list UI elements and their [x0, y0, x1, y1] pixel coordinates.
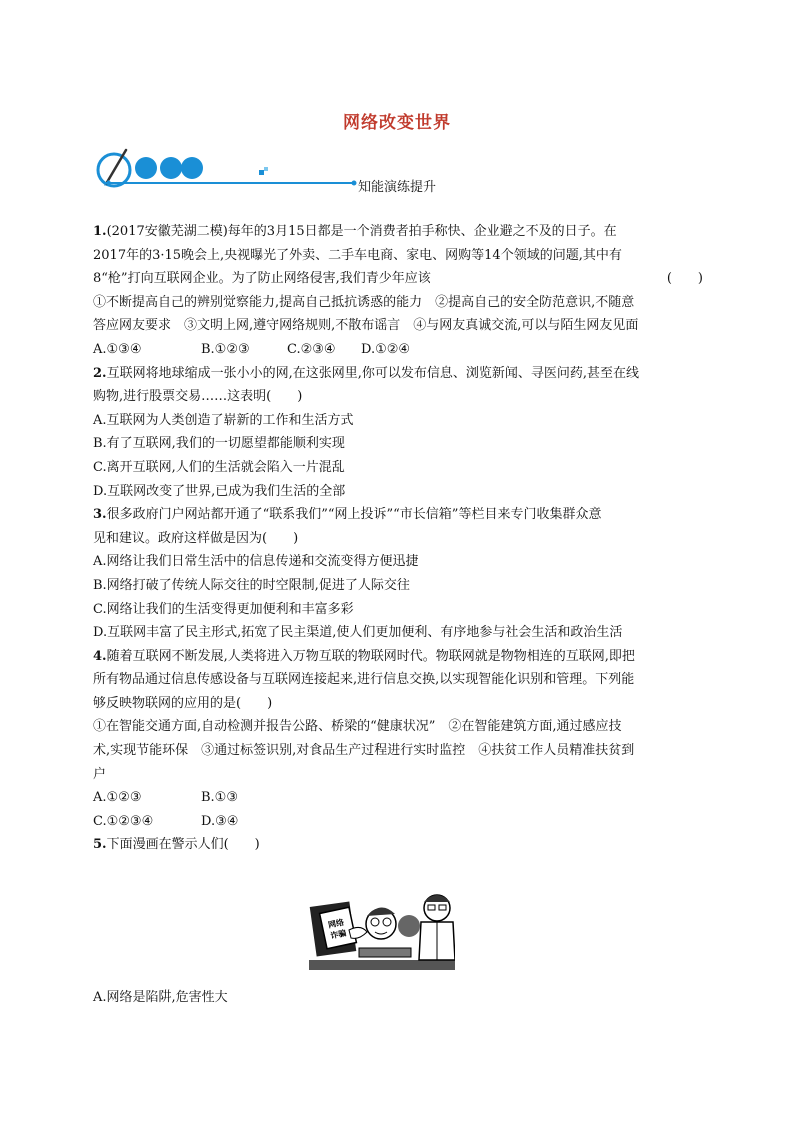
option-b: B.网络打破了传统人际交往的时空限制,促进了人际交往	[93, 577, 410, 593]
question-4	[93, 645, 703, 834]
option-d: D.①②④	[361, 341, 411, 357]
question-number: 3.	[93, 507, 107, 523]
statement-line: ①不断提高自己的辨别觉察能力,提高自己抵抗诱惑的能力 ②提高自己的安全防范意识,不随意	[93, 294, 635, 310]
answer-blank: ( )	[666, 271, 703, 287]
option-d: D.互联网丰富了民主形式,拓宽了民主渠道,使人们更加便利、有序地参与社会生活和政治生活	[93, 625, 623, 641]
option-a: A.①③④	[93, 341, 142, 357]
question-stem-line: 随着互联网不断发展,人类将进入万物互联的物联网时代。物联网就是物物相连的互联网,即把	[106, 648, 635, 664]
question-stem-line: 下面漫画在警示人们( )	[106, 837, 260, 853]
banner-dot-1	[135, 157, 157, 179]
page-title: 网络改变世界	[343, 113, 451, 133]
question-2	[93, 362, 703, 504]
option-a: A.互联网为人类创造了崭新的工作和生活方式	[93, 412, 354, 428]
option-c: C.①②③④	[93, 813, 154, 829]
banner-dot-3	[181, 157, 203, 179]
grabbing-hand	[349, 927, 367, 938]
option-d: D.③④	[201, 813, 239, 829]
question-stem-line: 所有物品通过信息传感设备与互联网连接起来,进行信息交换,以实现智能化识别和管理。下列能	[93, 672, 635, 688]
section-label: 知能演练提升	[358, 180, 437, 195]
question-stem-line: 互联网将地球缩成一张小小的网,在这张网里,你可以发布信息、浏览新闻、寻医问药,甚至在线	[106, 365, 639, 381]
question-stem-line: 购物,进行股票交易……这表明( )	[93, 389, 303, 405]
option-b: B.有了互联网,我们的一切愿望都能顺利实现	[93, 436, 345, 452]
question-number: 2.	[93, 365, 107, 381]
question-list	[93, 220, 703, 857]
question-number: 1.	[93, 224, 107, 239]
statement-line: 术,实现节能环保 ③通过标签识别,对食品生产过程进行实时监控 ④扶贫工作人员精准扶贫到	[93, 743, 635, 759]
statement-line: 答应网友要求 ③文明上网,遵守网络规则,不散布谣言 ④与网友真诚交流,可以与陌生网友见面	[93, 318, 639, 334]
keyboard	[359, 948, 411, 957]
option-b: B.①③	[201, 790, 238, 806]
option-a: A.网络是陷阱,危害性大	[93, 990, 228, 1005]
decorative-squares-icon	[259, 167, 268, 175]
options-row	[93, 810, 703, 834]
question-1	[93, 220, 703, 362]
question-3	[93, 503, 703, 645]
option-d: D.互联网改变了世界,已成为我们生活的全部	[93, 483, 346, 499]
option-c: C.②③④	[287, 341, 336, 357]
options-row	[93, 786, 703, 810]
question-5	[93, 833, 703, 857]
banner-dot-2	[160, 157, 182, 179]
option-c: C.网络让我们的生活变得更加便利和丰富多彩	[93, 601, 354, 617]
options-row	[93, 338, 703, 362]
fraud-sign	[320, 907, 357, 948]
question-stem-line: (2017安徽芜湖二模)每年的3月15日都是一个消费者拍手称快、企业避之不及的日子。在	[106, 224, 617, 239]
option-a: A.①②③	[93, 790, 142, 806]
option-b: B.①②③	[201, 341, 250, 357]
question-stem-line: 见和建议。政府这样做是因为( )	[93, 530, 299, 546]
statement-line: 户	[93, 766, 107, 782]
statement-line: ①在智能交通方面,自动检测并报告公路、桥梁的“健康状况” ②在智能建筑方面,通过感应技	[93, 719, 622, 735]
question-stem-line: 8“枪”打向互联网企业。为了防止网络侵害,我们青少年应该	[93, 271, 431, 287]
question-stem-line: 够反映物联网的应用的是( )	[93, 695, 273, 711]
option-c: C.离开互联网,人们的生活就会陷入一片混乱	[93, 459, 345, 475]
banner-line-end	[352, 181, 357, 186]
comic-illustration	[309, 886, 455, 972]
fraud-sign-text-2: 诈骗	[329, 928, 348, 941]
question-number: 4.	[93, 648, 107, 664]
question-stem-line: 2017年的3·15晚会上,央视曝光了外卖、二手车电商、家电、网购等14个领域的问题,其中有	[93, 247, 622, 263]
fraud-sign-text-1: 网络	[327, 917, 345, 930]
question-number: 5.	[93, 837, 107, 853]
option-a: A.网络让我们日常生活中的信息传递和交流变得方便迅捷	[93, 554, 419, 570]
question-stem-line: 很多政府门户网站都开通了“联系我们”“网上投诉”“市长信箱”等栏目来专门收集群众意	[106, 507, 602, 523]
